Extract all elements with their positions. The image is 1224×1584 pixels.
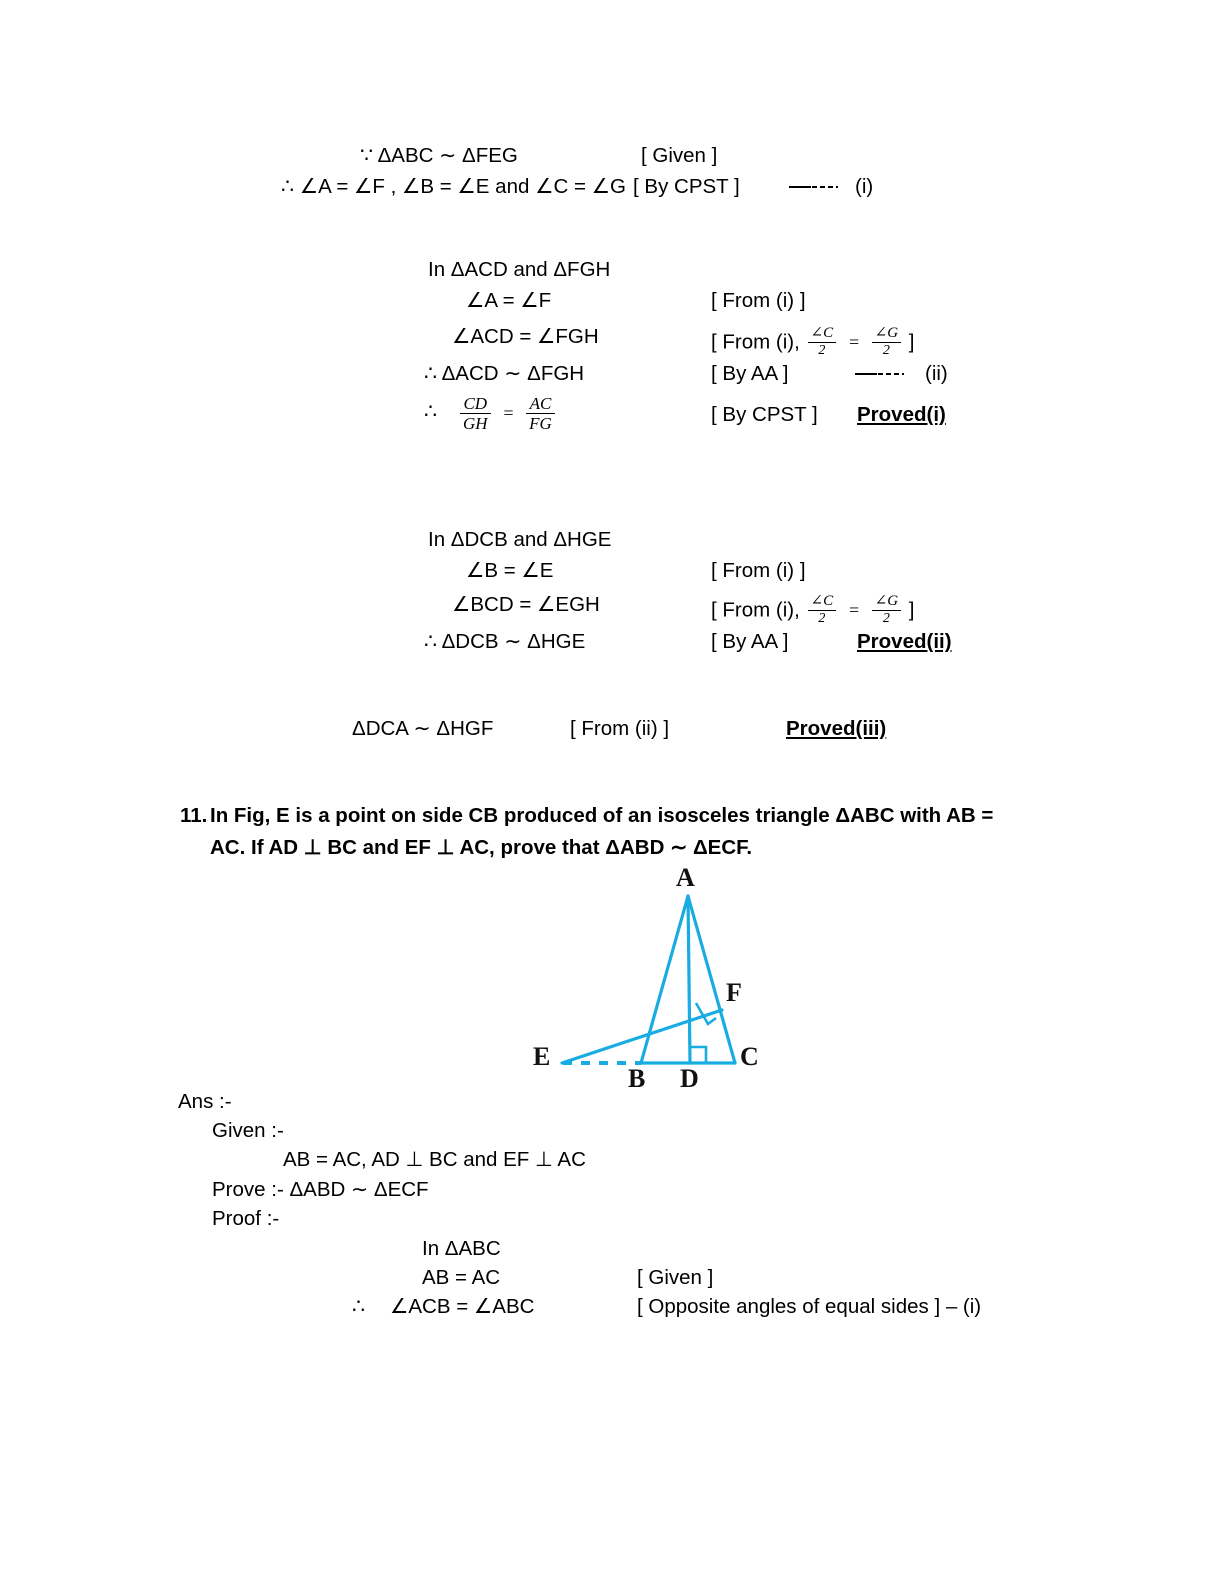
proof-row3-reason: [ Opposite angles of equal sides ] – (i) [637, 1295, 982, 1318]
acd-row4-statement [458, 396, 557, 434]
figure-label-d: D [680, 1064, 699, 1093]
result-proved-ii: Proved(ii) [857, 630, 952, 653]
given-text: AB = AC, AD ⊥ BC and EF ⊥ AC [283, 1148, 586, 1171]
question-11-line2: AC. If AD ⊥ BC and EF ⊥ AC, prove that ΔABD ∼ ΔECF. [210, 836, 753, 859]
figure-label-f: F [726, 978, 742, 1007]
fraction-denominator: FG [526, 413, 555, 432]
statement-angles-equal: ∴ ∠A = ∠F , ∠B = ∠E and ∠C = ∠G [281, 175, 626, 198]
acd-row2-reason-suffix: ] [908, 330, 915, 354]
dca-statement: ΔDCA ∼ ΔHGF [352, 717, 494, 740]
acd-row1-reason: [ From (i) ] [711, 289, 806, 312]
dcb-row3-statement: ∴ ΔDCB ∼ ΔHGE [424, 630, 586, 653]
right-angle-marker-d [690, 1047, 706, 1063]
acd-row2-reason [711, 327, 914, 360]
acd-row3-statement: ∴ ΔACD ∼ ΔFGH [424, 362, 585, 385]
result-proved-i: Proved(i) [857, 403, 946, 426]
reference-number-ii: (ii) [925, 362, 948, 385]
equals-sign: = [847, 331, 860, 352]
dcb-row2-reason [711, 595, 914, 628]
fraction-angle-c-over-2 [808, 594, 837, 627]
reference-number-i: (i) [855, 175, 874, 198]
fraction-angle-g-over-2 [872, 326, 901, 359]
answer-label: Ans :- [178, 1090, 232, 1113]
geometry-figure-triangle-abc [500, 862, 800, 1094]
prove-text: Prove :- ΔABD ∼ ΔECF [212, 1178, 429, 1201]
fraction-angle-g-over-2 [872, 594, 901, 627]
acd-row2-statement: ∠ACD = ∠FGH [452, 325, 599, 348]
fraction-numerator: CD [463, 394, 488, 413]
reference-dash-i [789, 177, 838, 197]
fraction-angle-c-over-2 [808, 326, 837, 359]
fraction-denominator: 2 [808, 342, 837, 358]
dcb-row1-reason: [ From (i) ] [711, 559, 806, 582]
heading-dcb-hge: In ΔDCB and ΔHGE [428, 528, 612, 551]
dca-reason: [ From (ii) ] [570, 717, 670, 740]
fraction-cd-over-gh [460, 395, 491, 433]
fraction-ac-over-fg [526, 395, 555, 433]
dcb-row1-statement: ∠B = ∠E [466, 559, 554, 582]
fraction-denominator: 2 [808, 610, 837, 626]
equals-sign: = [502, 403, 515, 424]
fraction-denominator: GH [460, 413, 491, 432]
fraction-denominator: 2 [872, 342, 901, 358]
proof-row2-reason: [ Given ] [637, 1266, 714, 1289]
equals-sign: = [847, 599, 860, 620]
dcb-row2-reason-prefix: [ From (i), [711, 598, 800, 622]
fraction-numerator: ∠C [810, 325, 834, 341]
heading-acd-fgh: In ΔACD and ΔFGH [428, 258, 611, 281]
dcb-row3-reason: [ By AA ] [711, 630, 789, 653]
reference-dash-ii [855, 364, 904, 384]
proof-label: Proof :- [212, 1207, 280, 1230]
proof-row1-statement: In ΔABC [422, 1237, 501, 1260]
fraction-numerator: AC [529, 394, 552, 413]
figure-label-e: E [533, 1042, 551, 1071]
reason-by-cpst: [ By CPST ] [633, 175, 740, 198]
proof-row3-statement: ∠ACB = ∠ABC [390, 1295, 535, 1318]
figure-label-a: A [676, 863, 695, 892]
question-11-line1: In Fig, E is a point on side CB produced of an isosceles triangle ΔABC with AB = [210, 804, 994, 827]
reason-given: [ Given ] [641, 144, 718, 167]
segment-ad [688, 896, 690, 1063]
given-label: Given :- [212, 1119, 284, 1142]
result-proved-iii: Proved(iii) [786, 717, 887, 740]
acd-row4-reason: [ By CPST ] [711, 403, 818, 426]
acd-row1-statement: ∠A = ∠F [466, 289, 552, 312]
fraction-numerator: ∠G [874, 325, 899, 341]
acd-row2-reason-prefix: [ From (i), [711, 330, 800, 354]
fraction-numerator: ∠C [810, 593, 834, 609]
segment-ab [641, 896, 688, 1063]
figure-label-c: C [740, 1042, 759, 1071]
figure-label-b: B [628, 1064, 646, 1093]
question-11-number: 11. [180, 804, 208, 827]
acd-row3-reason: [ By AA ] [711, 362, 789, 385]
fraction-denominator: 2 [872, 610, 901, 626]
proof-row2-statement: AB = AC [422, 1266, 501, 1289]
statement-abc-feg: ∵ ΔABC ∼ ΔFEG [360, 144, 518, 167]
acd-row4-prefix: ∴ [424, 400, 438, 423]
fraction-numerator: ∠G [874, 593, 899, 609]
dcb-row2-statement: ∠BCD = ∠EGH [452, 593, 600, 616]
dcb-row2-reason-suffix: ] [908, 598, 915, 622]
proof-row3-prefix: ∴ [352, 1295, 366, 1318]
